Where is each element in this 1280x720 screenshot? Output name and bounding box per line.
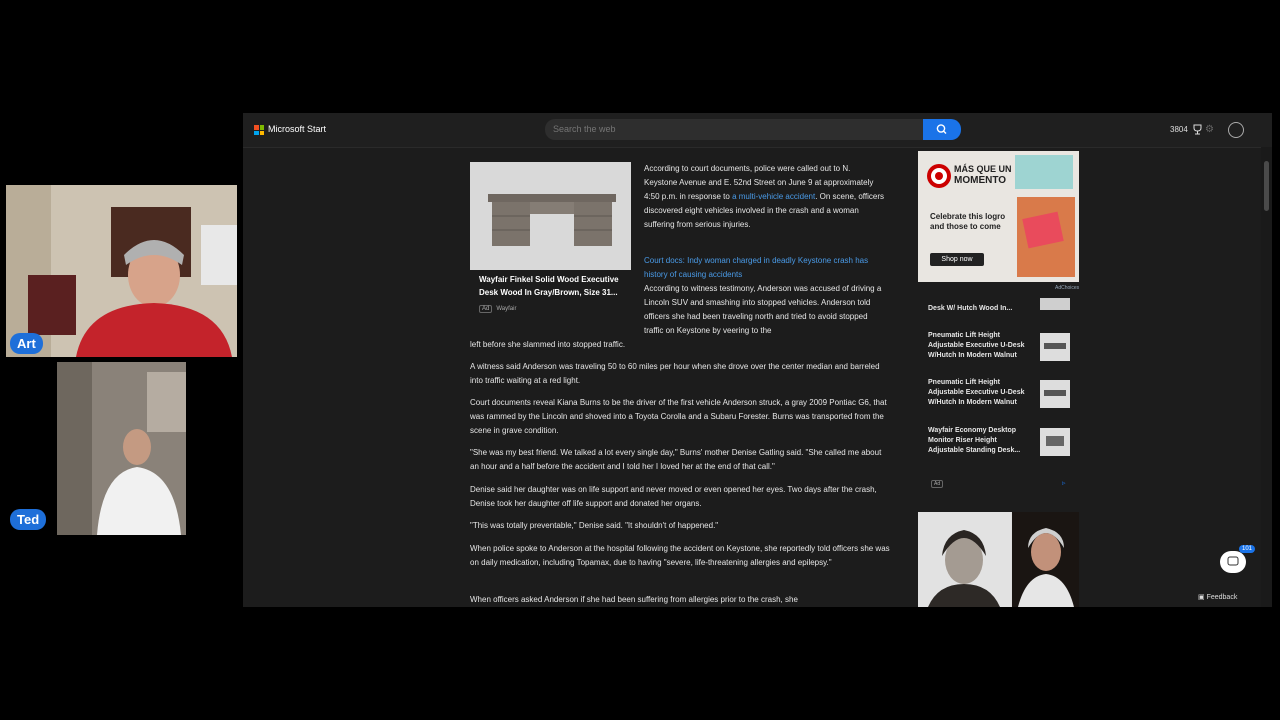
desk-image [470, 162, 631, 270]
chat-button[interactable] [1220, 551, 1246, 573]
microsoft-logo-icon [254, 125, 264, 135]
article-paragraph-2b: left before she slammed into stopped traffic. [470, 340, 626, 349]
ad-body: Celebrate this logro and those to come [930, 212, 1006, 231]
text-span: According to court documents, police were called out to N. Keystone Avenue and E. 52nd Street on June 9 at approximately 4:50 p.m. in response to [644, 164, 874, 201]
search-box[interactable] [545, 119, 923, 140]
participant-label-art: Art [10, 333, 43, 354]
article-paragraph-6: Denise said her daughter was on life support and never moved or even opened her eyes. Two days after the crash, Denise took her daughter off life support and donated her organs. [470, 485, 877, 508]
chat-count-badge: 101 [1239, 545, 1255, 553]
article-paragraph-4: Court documents reveal Kiana Burns to be the driver of the first vehicle Anderson struck, a gray 2009 Pontiac G6, that was rammed by the Lincoln and shoved into a Toyota Corolla and a Subaru Forester. Burns was transported from the scene in grave condition. [470, 398, 887, 435]
feedback-label: Feedback [1206, 594, 1238, 601]
ad-photo-image [1017, 197, 1075, 277]
side-ad-item[interactable]: Pneumatic Lift Height Adjustable Executive U-Desk W/Hutch In Modern Walnut [928, 379, 1025, 406]
ad-badge: Ad [479, 305, 492, 313]
target-logo-icon [926, 163, 952, 189]
participant-label-ted: Ted [10, 509, 46, 530]
settings-gear-icon[interactable]: ⚙ [1205, 124, 1214, 135]
ad-info-icon[interactable]: ▹ [1062, 480, 1066, 487]
browser-window [243, 113, 1272, 607]
ad-headline-2: MOMENTO [954, 175, 1007, 186]
side-ad-thumb[interactable] [1040, 298, 1070, 310]
multi-vehicle-accident-link[interactable]: a multi-vehicle accident [732, 192, 816, 201]
target-ad[interactable] [918, 151, 1079, 282]
page-scrollbar[interactable] [1261, 147, 1272, 607]
webcam-feed-art [6, 185, 237, 357]
ad-choices-link[interactable]: AdChoices [1055, 285, 1080, 291]
advertiser-name: Wayfair [496, 306, 517, 312]
portraits-photo [918, 512, 1079, 607]
top-bar [243, 113, 1272, 148]
rewards-trophy-icon[interactable] [1192, 124, 1203, 135]
side-ad-partial[interactable]: Desk W/ Hutch Wood In... [928, 305, 1013, 312]
profile-avatar-icon[interactable] [1228, 122, 1244, 138]
chat-bubble-icon [1220, 551, 1246, 573]
scrollbar-thumb[interactable] [1264, 161, 1269, 211]
webcam-image-art [6, 185, 237, 357]
side-ad-item[interactable]: Pneumatic Lift Height Adjustable Executive U-Desk W/Hutch In Modern Walnut [928, 332, 1025, 359]
product-ad-image[interactable] [470, 162, 631, 270]
side-ad-thumb[interactable] [1040, 380, 1070, 408]
sponsored-list [918, 298, 1079, 498]
brand-name[interactable]: Microsoft Start [268, 124, 327, 134]
product-ad-caption[interactable]: Wayfair Finkel Solid Wood Executive Desk Wood In Gray/Brown, Size 31... [479, 275, 619, 297]
related-article-link[interactable]: Court docs: Indy woman charged in deadly Keystone crash has history of causing accidents [644, 256, 869, 279]
article-paragraph-7: "This was totally preventable," Denise said. "It shouldn't of happened." [470, 521, 719, 530]
shop-now-button[interactable]: Shop now [930, 253, 984, 266]
article-paragraph-9: When officers asked Anderson if she had been suffering from allergies prior to the crash, she [470, 595, 798, 604]
article-paragraph-5: "She was my best friend. We talked a lot every single day," Burns' mother Denise Gatling said. "She called me about an hour and a half before the accident and I told her I loved her at the end of that call." [470, 448, 882, 471]
search-icon [923, 119, 961, 140]
article-paragraph-8: When police spoke to Anderson at the hospital following the accident on Keystone, she reportedly told officers she was on daily medication, including Topamax, due to having "severe, life-threatening allergies and epilepsy." [470, 544, 890, 567]
article-paragraph-1 [644, 162, 884, 232]
webcam-image-ted [57, 362, 186, 535]
search-button[interactable] [923, 119, 961, 140]
article-paragraph-2a: According to witness testimony, Anderson was accused of driving a Lincoln SUV and smashing into stopped vehicles. Anderson told officers she had been traveling north and tried to avoid stopped traffic on Keystone by veering to the [644, 284, 882, 335]
feedback-button[interactable] [1198, 593, 1237, 601]
side-ad-thumb[interactable] [1040, 428, 1070, 456]
side-ad-thumb[interactable] [1040, 333, 1070, 361]
text-span: . On scene, officers discovered eight vehicles involved in the crash and a woman suffering from serious injuries. [644, 192, 884, 229]
rewards-points[interactable]: 3804 [1170, 125, 1188, 134]
webcam-feed-ted [57, 362, 186, 535]
feedback-icon: ▣ [1198, 594, 1205, 601]
ad-badge: Ad [931, 480, 943, 488]
search-input[interactable] [553, 124, 913, 134]
article-paragraph-3: A witness said Anderson was traveling 50 to 60 miles per hour when she drove over the center median and barreled into traffic waiting at a red light. [470, 362, 880, 385]
side-ad-item[interactable]: Wayfair Economy Desktop Monitor Riser Height Adjustable Standing Desk... [928, 427, 1021, 454]
ad-headline-1: MÁS QUE UN [954, 164, 1012, 174]
product-ad-source [479, 305, 516, 313]
ad-card-image [1015, 155, 1073, 189]
portrait-images[interactable] [918, 512, 1079, 607]
